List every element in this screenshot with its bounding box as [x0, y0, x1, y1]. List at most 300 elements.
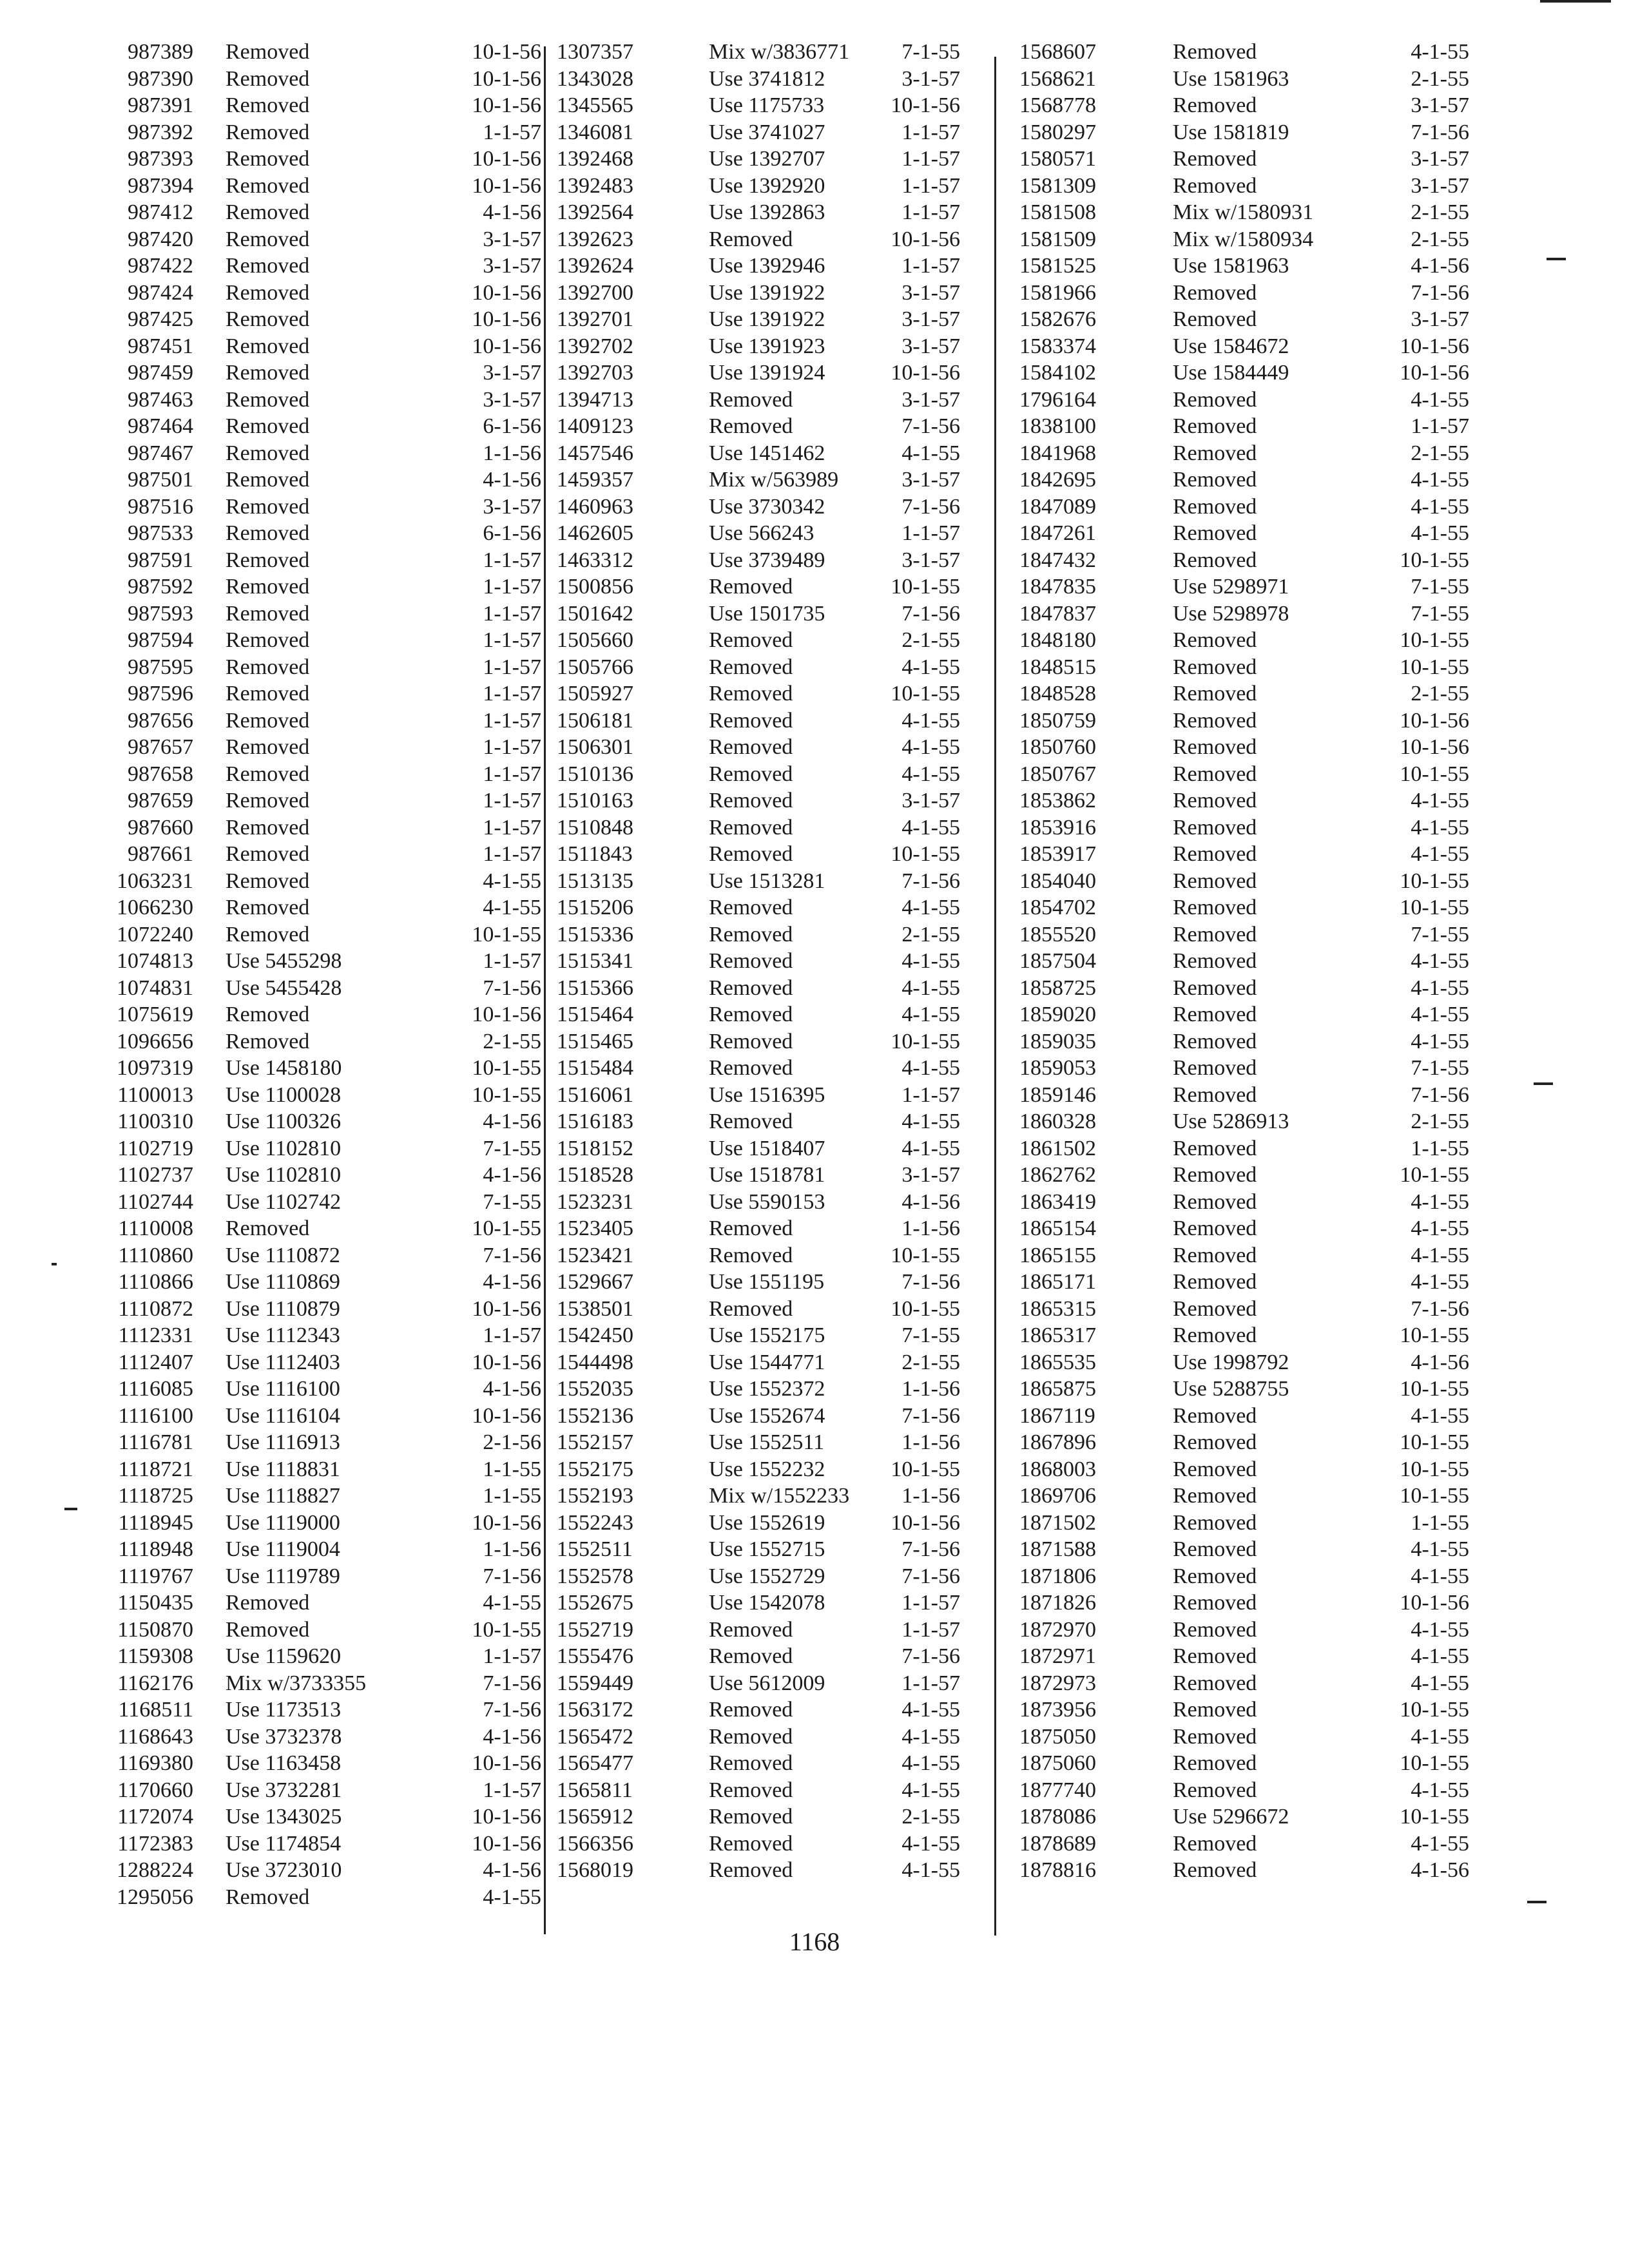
table-row — [1012, 601, 1476, 628]
effective-date: 2-1-55 — [901, 922, 960, 947]
effective-date: 7-1-55 — [483, 1189, 541, 1214]
table-row — [77, 440, 541, 467]
part-number: 1523421 — [557, 1243, 633, 1267]
table-row — [77, 1028, 541, 1055]
effective-date: 1-1-56 — [483, 441, 541, 465]
effective-date: 10-1-55 — [1400, 869, 1469, 893]
part-status: Removed — [1173, 1858, 1257, 1882]
table-row — [77, 894, 541, 921]
part-number: 1582676 — [1019, 307, 1096, 331]
effective-date: 4-1-56 — [901, 1189, 960, 1214]
part-number: 1072240 — [117, 922, 193, 947]
part-number: 1075619 — [117, 1003, 193, 1026]
part-status: Removed — [1173, 1082, 1257, 1107]
part-status: Use 5286913 — [1173, 1110, 1289, 1133]
part-status: Removed — [1173, 414, 1257, 438]
part-status: Removed — [226, 1591, 310, 1615]
table-row — [77, 280, 541, 307]
part-number: 1552578 — [557, 1564, 633, 1588]
table-row — [548, 1536, 999, 1563]
effective-date: 4-1-55 — [1411, 1243, 1469, 1267]
table-row — [548, 39, 999, 66]
effective-date: 10-1-55 — [472, 1056, 541, 1080]
effective-date: 10-1-56 — [472, 1003, 541, 1026]
table-row — [1012, 761, 1476, 788]
part-number: 1854702 — [1019, 896, 1096, 919]
table-row — [548, 1349, 999, 1376]
part-status: Removed — [1173, 1671, 1257, 1695]
table-row — [1012, 654, 1476, 681]
part-status: Use 1102742 — [226, 1189, 342, 1214]
effective-date: 3-1-57 — [901, 387, 960, 412]
effective-date: 4-1-55 — [483, 1885, 541, 1909]
part-number: 1796164 — [1019, 387, 1096, 412]
table-row — [1012, 921, 1476, 948]
effective-date: 10-1-55 — [1400, 1163, 1469, 1187]
table-row — [77, 654, 541, 681]
part-number: 1307357 — [557, 40, 633, 64]
table-row — [77, 1563, 541, 1590]
part-number: 1865154 — [1019, 1216, 1096, 1240]
part-status: Removed — [709, 896, 793, 919]
table-row — [548, 199, 999, 226]
part-number: 1150870 — [117, 1617, 193, 1642]
part-number: 1392702 — [557, 334, 633, 358]
table-row — [1012, 92, 1476, 119]
part-number: 1510136 — [557, 762, 633, 786]
effective-date: 4-1-55 — [1411, 40, 1469, 64]
effective-date: 10-1-56 — [472, 40, 541, 64]
table-row — [548, 1296, 999, 1323]
effective-date: 4-1-55 — [901, 1110, 960, 1133]
part-status: Removed — [1173, 842, 1257, 866]
part-number: 1842695 — [1019, 468, 1096, 492]
effective-date: 3-1-57 — [901, 280, 960, 305]
part-number: 987658 — [128, 762, 193, 786]
part-status: Removed — [226, 173, 310, 198]
table-row — [548, 761, 999, 788]
table-row — [548, 520, 999, 547]
part-number: 1345565 — [557, 93, 633, 117]
effective-date: 1-1-57 — [483, 628, 541, 652]
part-status: Use 1458180 — [226, 1056, 342, 1080]
part-status: Removed — [1173, 548, 1257, 572]
effective-date: 2-1-55 — [1411, 1110, 1469, 1133]
effective-date: 4-1-55 — [1411, 494, 1469, 519]
table-row — [548, 1269, 999, 1296]
effective-date: 4-1-55 — [1411, 1270, 1469, 1294]
part-number: 1505927 — [557, 682, 633, 706]
part-status: Removed — [226, 414, 310, 438]
effective-date: 4-1-55 — [1411, 789, 1469, 812]
effective-date: 2-1-55 — [1411, 200, 1469, 224]
table-row — [77, 360, 541, 387]
effective-date: 10-1-56 — [472, 1831, 541, 1856]
part-number: 1102744 — [117, 1189, 193, 1214]
part-status: Use 1119004 — [226, 1537, 340, 1561]
table-row — [548, 1483, 999, 1510]
part-status: Use 1391922 — [709, 280, 825, 305]
effective-date: 10-1-55 — [1400, 1484, 1469, 1508]
part-number: 1552243 — [557, 1510, 633, 1535]
part-number: 1343028 — [557, 66, 633, 91]
table-row — [1012, 627, 1476, 654]
part-number: 1462605 — [557, 521, 633, 545]
effective-date: 3-1-57 — [1411, 93, 1469, 117]
effective-date: 1-1-56 — [901, 1484, 960, 1508]
part-status: Removed — [226, 655, 310, 679]
part-status: Use 1584672 — [1173, 334, 1289, 358]
part-status: Removed — [1173, 1591, 1257, 1615]
effective-date: 4-1-55 — [901, 708, 960, 733]
table-row — [1012, 1055, 1476, 1082]
effective-date: 4-1-55 — [901, 815, 960, 840]
part-status: Use 1110872 — [226, 1243, 340, 1267]
part-number: 1116100 — [118, 1403, 193, 1428]
table-row — [1012, 226, 1476, 253]
part-number: 1168511 — [118, 1698, 193, 1722]
part-number: 1552675 — [557, 1591, 633, 1615]
table-row — [1012, 1135, 1476, 1162]
effective-date: 4-1-55 — [901, 441, 960, 465]
effective-date: 10-1-55 — [472, 1216, 541, 1240]
table-row — [548, 868, 999, 895]
scan-mark — [1527, 1901, 1547, 1903]
part-number: 1580297 — [1019, 120, 1096, 144]
table-row — [1012, 1028, 1476, 1055]
part-status: Removed — [1173, 655, 1257, 679]
part-number: 1565477 — [557, 1751, 633, 1775]
part-number: 1848515 — [1019, 655, 1096, 679]
part-number: 1118948 — [118, 1537, 193, 1561]
part-status: Removed — [1173, 1003, 1257, 1026]
part-number: 987464 — [128, 414, 193, 438]
table-row — [77, 680, 541, 707]
effective-date: 10-1-56 — [472, 1403, 541, 1428]
part-status: Removed — [1173, 762, 1257, 786]
table-row — [1012, 146, 1476, 173]
part-status: Removed — [1173, 1296, 1257, 1321]
effective-date: 7-1-56 — [901, 1403, 960, 1428]
part-status: Removed — [1173, 682, 1257, 706]
table-row — [1012, 119, 1476, 146]
part-number: 1100310 — [117, 1110, 193, 1133]
table-row — [77, 1108, 541, 1135]
effective-date: 3-1-57 — [901, 334, 960, 358]
part-number: 1859020 — [1019, 1003, 1096, 1026]
part-number: 1516183 — [557, 1110, 633, 1133]
table-row — [548, 146, 999, 173]
table-row — [1012, 1082, 1476, 1109]
part-number: 1854040 — [1019, 869, 1096, 893]
part-status: Mix w/3836771 — [709, 40, 850, 64]
part-status: Removed — [1173, 949, 1257, 973]
effective-date: 1-1-57 — [901, 147, 960, 171]
part-number: 1515341 — [557, 949, 633, 973]
part-status: Removed — [709, 1243, 793, 1267]
effective-date: 4-1-55 — [901, 1858, 960, 1882]
effective-date: 4-1-55 — [1411, 975, 1469, 1000]
effective-date: 3-1-57 — [901, 468, 960, 492]
effective-date: 1-1-57 — [901, 120, 960, 144]
table-row — [77, 146, 541, 173]
part-status: Use 5455298 — [226, 949, 342, 973]
part-number: 1875060 — [1019, 1751, 1096, 1775]
part-number: 1295056 — [117, 1885, 193, 1909]
part-status: Removed — [1173, 93, 1257, 117]
part-number: 1516061 — [557, 1082, 633, 1107]
table-row — [77, 734, 541, 761]
part-number: 1565472 — [557, 1724, 633, 1749]
effective-date: 1-1-55 — [483, 1484, 541, 1508]
table-row — [77, 1536, 541, 1563]
table-row — [1012, 680, 1476, 707]
part-status: Use 3739489 — [709, 548, 825, 572]
table-row — [1012, 547, 1476, 574]
table-row — [77, 1617, 541, 1644]
part-status: Use 5590153 — [709, 1189, 825, 1214]
effective-date: 10-1-55 — [891, 1296, 960, 1321]
part-status: Removed — [709, 1296, 793, 1321]
part-status: Removed — [226, 815, 310, 840]
effective-date: 10-1-56 — [891, 93, 960, 117]
table-row — [1012, 1563, 1476, 1590]
part-status: Use 1118831 — [226, 1457, 340, 1481]
part-number: 1860328 — [1019, 1110, 1096, 1133]
part-status: Removed — [226, 521, 310, 545]
part-number: 1847432 — [1019, 548, 1096, 572]
effective-date: 7-1-56 — [901, 1537, 960, 1561]
part-number: 1544498 — [557, 1350, 633, 1374]
table-row — [548, 253, 999, 280]
part-status: Removed — [226, 280, 310, 305]
part-status: Removed — [226, 682, 310, 706]
effective-date: 4-1-55 — [1411, 1671, 1469, 1695]
part-status: Use 5298978 — [1173, 601, 1289, 626]
part-status: Mix w/3733355 — [226, 1671, 367, 1695]
effective-date: 4-1-55 — [901, 1831, 960, 1856]
effective-date: 1-1-57 — [483, 1778, 541, 1802]
effective-date: 10-1-56 — [472, 66, 541, 91]
effective-date: 3-1-57 — [1411, 307, 1469, 331]
table-row — [77, 173, 541, 200]
effective-date: 4-1-55 — [901, 735, 960, 759]
part-status: Removed — [226, 307, 310, 331]
effective-date: 4-1-55 — [901, 1724, 960, 1749]
part-status: Use 1581963 — [1173, 254, 1289, 278]
part-number: 987533 — [128, 521, 193, 545]
effective-date: 7-1-55 — [483, 1136, 541, 1160]
part-number: 1168643 — [117, 1724, 193, 1749]
table-row — [548, 654, 999, 681]
part-number: 1552175 — [557, 1457, 633, 1481]
table-row — [1012, 1724, 1476, 1751]
table-row — [548, 1403, 999, 1430]
table-row — [77, 707, 541, 735]
part-number: 1838100 — [1019, 414, 1096, 438]
part-number: 1862762 — [1019, 1163, 1096, 1187]
table-row — [548, 1724, 999, 1751]
part-status: Removed — [1173, 307, 1257, 331]
part-status: Use 1552175 — [709, 1323, 825, 1347]
part-number: 1552193 — [557, 1484, 633, 1508]
effective-date: 10-1-56 — [1400, 361, 1469, 385]
part-number: 1501642 — [557, 601, 633, 626]
effective-date: 4-1-55 — [901, 1003, 960, 1026]
effective-date: 3-1-57 — [1411, 173, 1469, 198]
table-row — [77, 948, 541, 975]
effective-date: 10-1-56 — [1400, 708, 1469, 733]
part-number: 987451 — [128, 334, 193, 358]
part-status: Use 1552372 — [709, 1377, 825, 1401]
effective-date: 4-1-55 — [901, 1136, 960, 1160]
part-status: Use 1392863 — [709, 200, 825, 224]
table-row — [77, 1803, 541, 1831]
part-status: Use 1544771 — [709, 1350, 825, 1374]
part-number: 1855520 — [1019, 922, 1096, 947]
table-row — [548, 1376, 999, 1403]
effective-date: 1-1-57 — [483, 548, 541, 572]
effective-date: 7-1-56 — [1411, 280, 1469, 305]
table-row — [77, 761, 541, 788]
effective-date: 10-1-56 — [472, 1751, 541, 1775]
table-row — [77, 1456, 541, 1483]
effective-date: 3-1-57 — [483, 387, 541, 412]
part-status: Use 1391922 — [709, 307, 825, 331]
effective-date: 7-1-55 — [901, 40, 960, 64]
effective-date: 1-1-57 — [483, 815, 541, 840]
part-number: 1459357 — [557, 468, 633, 492]
effective-date: 3-1-57 — [483, 254, 541, 278]
effective-date: 4-1-56 — [483, 1858, 541, 1882]
part-status: Removed — [226, 200, 310, 224]
part-number: 1150435 — [117, 1591, 193, 1615]
part-number: 1170660 — [117, 1778, 193, 1802]
table-row — [548, 921, 999, 948]
part-status: Removed — [709, 975, 793, 1000]
part-status: Removed — [1173, 708, 1257, 733]
table-row — [77, 1590, 541, 1617]
effective-date: 7-1-55 — [1411, 601, 1469, 626]
table-row — [77, 1135, 541, 1162]
part-number: 987422 — [128, 254, 193, 278]
part-status: Removed — [226, 1216, 310, 1240]
part-status: Removed — [1173, 1831, 1257, 1856]
table-row — [548, 734, 999, 761]
part-number: 1515464 — [557, 1003, 633, 1026]
effective-date: 10-1-55 — [1400, 548, 1469, 572]
part-number: 1542450 — [557, 1323, 633, 1347]
effective-date: 10-1-56 — [1400, 334, 1469, 358]
part-number: 1460963 — [557, 494, 633, 519]
part-status: Removed — [226, 468, 310, 492]
table-row — [548, 1670, 999, 1697]
effective-date: 10-1-55 — [1400, 1751, 1469, 1775]
part-status: Mix w/563989 — [709, 468, 839, 492]
table-row — [77, 814, 541, 841]
part-status: Removed — [709, 1644, 793, 1668]
part-status: Removed — [1173, 1510, 1257, 1535]
table-row — [77, 66, 541, 93]
part-status: Removed — [1173, 1644, 1257, 1668]
part-number: 1110872 — [118, 1296, 193, 1321]
parts-column-3 — [1012, 39, 1476, 1884]
table-row — [1012, 1242, 1476, 1269]
table-row — [77, 1750, 541, 1777]
table-row — [77, 1269, 541, 1296]
effective-date: 1-1-57 — [901, 1591, 960, 1615]
part-number: 1529667 — [557, 1270, 633, 1294]
table-row — [1012, 1456, 1476, 1483]
part-number: 1515206 — [557, 896, 633, 919]
effective-date: 1-1-57 — [1411, 414, 1469, 438]
part-number: 987657 — [128, 735, 193, 759]
part-number: 1463312 — [557, 548, 633, 572]
table-row — [548, 226, 999, 253]
effective-date: 4-1-56 — [483, 200, 541, 224]
part-number: 1859146 — [1019, 1082, 1096, 1107]
effective-date: 4-1-55 — [483, 869, 541, 893]
part-number: 1392564 — [557, 200, 633, 224]
table-row — [548, 119, 999, 146]
table-row — [1012, 1322, 1476, 1349]
part-number: 987501 — [128, 468, 193, 492]
effective-date: 1-1-57 — [483, 842, 541, 866]
part-status: Removed — [226, 147, 310, 171]
part-number: 1878816 — [1019, 1858, 1096, 1882]
effective-date: 7-1-56 — [483, 1698, 541, 1722]
effective-date: 2-1-55 — [1411, 66, 1469, 91]
effective-date: 7-1-56 — [1411, 120, 1469, 144]
table-row — [1012, 333, 1476, 360]
part-status: Use 1392920 — [709, 173, 825, 198]
part-number: 1869706 — [1019, 1484, 1096, 1508]
table-row — [77, 921, 541, 948]
part-status: Use 1112343 — [226, 1323, 340, 1347]
effective-date: 1-1-57 — [483, 120, 541, 144]
effective-date: 4-1-55 — [901, 1778, 960, 1802]
part-number: 1172383 — [117, 1831, 193, 1856]
part-status: Use 3741027 — [709, 120, 825, 144]
effective-date: 10-1-55 — [1400, 1430, 1469, 1454]
part-status: Removed — [1173, 1564, 1257, 1588]
effective-date: 4-1-56 — [483, 1163, 541, 1187]
table-row — [548, 333, 999, 360]
table-row — [1012, 841, 1476, 868]
effective-date: 1-1-57 — [483, 1644, 541, 1668]
effective-date: 4-1-55 — [1411, 842, 1469, 866]
table-row — [1012, 387, 1476, 414]
effective-date: 7-1-56 — [901, 414, 960, 438]
effective-date: 10-1-55 — [1400, 1323, 1469, 1347]
table-row — [1012, 868, 1476, 895]
part-number: 987425 — [128, 307, 193, 331]
part-number: 1100013 — [117, 1082, 193, 1107]
effective-date: 1-1-57 — [901, 1617, 960, 1642]
part-number: 1848180 — [1019, 628, 1096, 652]
table-row — [548, 1001, 999, 1028]
effective-date: 7-1-56 — [901, 1270, 960, 1294]
part-number: 1568621 — [1019, 66, 1096, 91]
effective-date: 7-1-56 — [483, 1671, 541, 1695]
table-row — [548, 1510, 999, 1537]
part-status: Removed — [1173, 1698, 1257, 1722]
part-status: Use 1552619 — [709, 1510, 825, 1535]
part-status: Removed — [709, 1056, 793, 1080]
effective-date: 4-1-55 — [1411, 1778, 1469, 1802]
table-row — [1012, 1403, 1476, 1430]
table-row — [77, 975, 541, 1002]
